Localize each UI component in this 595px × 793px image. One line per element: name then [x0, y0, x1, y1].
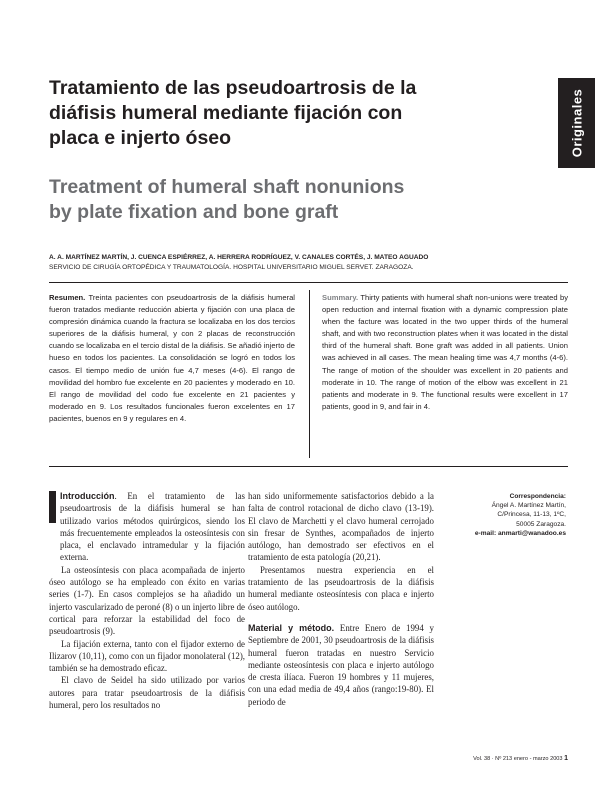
journal-issue: Vol. 38 · Nº 213 enero - marzo 2003	[473, 756, 563, 762]
title-en-line-2: by plate fixation and bone graft	[49, 201, 339, 223]
section-tab-label: Originales	[569, 88, 584, 158]
abstract-es-text: Treinta pacientes con pseudoartrosis de la diáfisis humeral fueron tratados mediante reducción abierta y fijación con una placa de compresión dinámica cuando la fractura se localizaba en los dos tercios superiores de la diáfisis humeral, y con 2 placas de reconstrucción cuando se localizaba en el tercio distal de la diáfisis. Se añadió injerto de hueso en todos los pacientes. La consolidación se logró en todos los casos. El tiempo medio de unión fue 4,7 meses (4-6). El rango de movilidad del hombro fue excelente en 20 pacientes y moderado en 10. El rango de movilidad del codo fue excelente en 21 pacientes y moderado en 9. Los resultados funcionales fueron excelentes en 17 pacientes, buenos en 9 y regulares en 4.	[49, 293, 295, 423]
correspondence-street: C/Princesa, 11-13, 1ºC,	[497, 511, 566, 519]
abstract-es-label: Resumen.	[49, 293, 86, 302]
methods-paragraph	[248, 622, 434, 708]
intro-heading: Introducción	[60, 491, 115, 501]
col2-p2: Presentamos nuestra experiencia en el tratamiento de las pseudoartrosis de la diáfisis humeral mediante osteosíntesis con placa e injerto óseo autólogo.	[248, 564, 434, 612]
title-es-line-1: Tratamiento de las pseudoartrosis de la	[49, 77, 417, 99]
body-column-2	[248, 490, 434, 708]
divider	[49, 466, 568, 467]
title-es-line-3: placa e injerto óseo	[49, 127, 232, 149]
intro-p2: La osteosíntesis con placa acompañada de injerto óseo autólogo se ha empleado con éxito en varias series (1-7). En casos complejos se ha añadido un injerto vascularizado de peroné (8) o un injerto libre de cortical para reforzar la estabilidad del foco de pseudoartrosis (9).	[49, 564, 245, 637]
title-es-line-2: diáfisis humeral mediante fijación con	[49, 102, 403, 124]
email-label: e-mail:	[474, 529, 497, 537]
divider	[49, 282, 568, 283]
title-english	[49, 175, 519, 225]
title-en-line-1: Treatment of humeral shaft nonunions	[49, 176, 405, 198]
intro-p1: . En el tratamiento de las pseudoartrosis de la diáfisis humeral se han utilizado varios métodos quirúrgicos, siendo los más frecuentemente empleados la osteosíntesis con placa, el enclavado intramedular y la fijación externa.	[60, 491, 245, 563]
correspondence-email-line	[440, 529, 566, 538]
methods-heading: Material y método.	[248, 622, 335, 633]
correspondence-label: Correspondencia:	[509, 493, 566, 500]
col2-p1: han sido uniformemente satisfactorios debido a la falta de control rotacional de dicho clavo (13-19). El clavo de Marchetti y el clavo humeral cerrojado sin fresar de Synthes, acompañados de injerto autólogo, han demostrado ser efectivos en el tratamiento de esta patología (20,21).	[248, 491, 434, 563]
intro-p4: El clavo de Seidel ha sido utilizado por varios autores para tratar pseudoartrosis de la diáfisis humeral, pero los resultados no	[49, 675, 245, 711]
page-footer	[440, 755, 568, 762]
abstract-divider	[309, 290, 310, 458]
correspondence	[440, 492, 566, 538]
title-spanish	[49, 76, 519, 151]
intro-p3: La fijación externa, tanto con el fijador externo de Ilizarov (10,11), como con un fijador monolateral (12), también se ha demostrado eficaz.	[49, 638, 245, 674]
abstract-english	[322, 292, 568, 413]
email-address[interactable]: anmarti@wanadoo.es	[498, 529, 566, 537]
body-column-1	[49, 490, 245, 711]
abstract-spanish	[49, 292, 295, 425]
abstract-en-text: Thirty patients with humeral shaft non-unions were treated by open reduction and internal fixation with a dynamic compression plate when the facture was located in the two upper thirds of the humeral shaft, and with two reconstruction plates when it was located in the distal third of the humeral shaft. Bone graft was added in all patients. Union was achieved in all cases. The mean healing time was 4,7 months (4-6). The range of motion of the shoulder was excellent in 20 patients and moderate in 10. The range of motion of the elbow was excellent in 21 patients and moderate in 9. The functional results were excellent in 17 patients, good in 9, and fair in 4.	[322, 293, 568, 411]
intro-paragraph	[49, 490, 245, 564]
authors: A. A. MARTÍNEZ MARTÍN, J. CUENCA ESPIÉRREZ, A. HERRERA RODRÍGUEZ, V. CANALES CORTÉS, J. MATEO AGUADO	[49, 254, 429, 261]
affiliation: SERVICIO DE CIRUGÍA ORTOPÉDICA Y TRAUMATOLOGÍA. HOSPITAL UNIVERSITARIO MIGUEL SERVET. ZARAGOZA.	[49, 264, 414, 271]
abstract-en-label: Summary.	[322, 293, 359, 302]
section-tab	[558, 78, 595, 168]
methods-text: Entre Enero de 1994 y Septiembre de 2001, 30 pseudoartrosis de la diáfisis humeral fueron tratadas en nuestro Servicio mediante osteosíntesis con placa e injerto autólogo de cresta ilíaca. Fueron 19 hombres y 11 mujeres, con una edad media de 49,4 años (rango:19-80). El periodo de	[248, 622, 434, 707]
correspondence-name: Ángel A. Martínez Martín,	[491, 502, 566, 510]
correspondence-city: 50005 Zaragoza.	[516, 520, 566, 528]
page-number: 1	[564, 755, 568, 762]
